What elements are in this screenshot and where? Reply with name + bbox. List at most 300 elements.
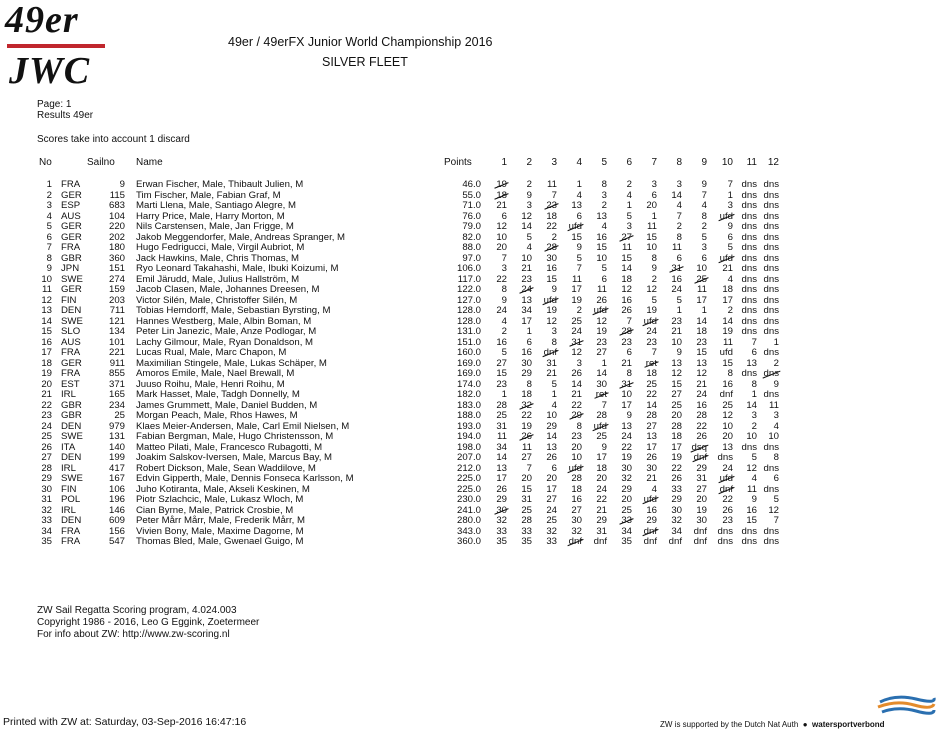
race-score <box>764 537 779 548</box>
score-value: 8 <box>773 452 779 463</box>
score-value: 17 <box>671 441 682 453</box>
score-value: 7 <box>773 515 779 526</box>
row-name: Marti Llena, Male, Santiago Alegre, M <box>136 200 296 211</box>
score-value: 2 <box>576 305 582 316</box>
score-value: 29 <box>596 515 607 526</box>
score-value: 6 <box>773 473 779 484</box>
score-value: 3 <box>501 263 507 274</box>
score-value: 9 <box>501 294 507 306</box>
score-value: 5 <box>651 294 657 306</box>
score-value: 5 <box>701 231 707 243</box>
discarded-score: 33 <box>621 515 632 526</box>
score-value: 4 <box>501 315 507 327</box>
row-sailno: 371 <box>108 378 125 390</box>
score-value: 17 <box>596 452 607 463</box>
score-value: 5 <box>727 242 733 253</box>
score-value: 31 <box>521 494 532 505</box>
score-value: 18 <box>521 389 532 400</box>
score-value: dns <box>741 294 757 306</box>
score-value: 8 <box>727 368 733 379</box>
discarded-score: ufd <box>568 221 582 232</box>
discarded-score: 31 <box>671 263 682 274</box>
row-points: 151.0 <box>456 336 481 348</box>
score-value: 15 <box>621 252 632 264</box>
row-sailno: 151 <box>108 263 125 274</box>
score-value: 20 <box>646 200 657 211</box>
row-points: 183.0 <box>456 399 481 411</box>
score-value: 12 <box>768 504 779 516</box>
score-value: 27 <box>596 347 607 358</box>
row-points: 46.0 <box>462 179 481 190</box>
row-nation: DEN <box>61 420 82 432</box>
score-value: 1 <box>626 200 632 211</box>
score-value: 12 <box>521 210 532 222</box>
row-nation: DEN <box>61 515 82 526</box>
score-value: dns <box>741 263 757 274</box>
score-value: 16 <box>646 504 657 516</box>
score-value: 1 <box>501 389 507 400</box>
score-value: 32 <box>671 515 682 526</box>
score-value: 4 <box>551 399 557 411</box>
score-value: 6 <box>626 347 632 358</box>
row-points: 198.0 <box>456 441 481 453</box>
row-nation: GER <box>61 284 82 295</box>
score-value: 8 <box>601 179 607 190</box>
score-value: 15 <box>596 242 607 253</box>
printed-timestamp: Printed with ZW at: Saturday, 03-Sep-2016 16:47:16 <box>3 716 247 728</box>
row-rank: 10 <box>41 273 52 285</box>
score-value: 30 <box>671 504 682 516</box>
discarded-score: dnf <box>643 525 657 537</box>
score-value: 17 <box>496 473 507 484</box>
score-value: 25 <box>646 378 657 390</box>
score-value: 23 <box>521 273 532 285</box>
score-value: 3 <box>727 200 733 211</box>
score-value: 19 <box>571 294 582 306</box>
score-value: 11 <box>697 284 707 295</box>
score-value: 5 <box>676 294 682 306</box>
score-value: 8 <box>551 336 557 348</box>
logo-49er-text: 49er <box>5 0 79 41</box>
race-score <box>669 537 682 548</box>
row-sailno: 979 <box>108 420 125 432</box>
score-value: 15 <box>546 273 557 285</box>
table-row <box>0 453 950 464</box>
score-value: 20 <box>496 242 507 253</box>
score-value: 14 <box>521 221 532 232</box>
score-value: 10 <box>521 252 532 264</box>
row-sailno: 609 <box>108 515 125 526</box>
row-nation: SLO <box>61 326 81 337</box>
score-value: dns <box>741 441 757 453</box>
score-value: dns <box>763 252 779 264</box>
row-sailno: 202 <box>108 231 125 243</box>
row-rank: 14 <box>41 315 52 327</box>
score-value: 5 <box>551 378 557 390</box>
score-value: 24 <box>646 326 657 337</box>
score-value: 6 <box>576 210 582 222</box>
row-sailno: 855 <box>108 368 125 379</box>
score-value: 30 <box>521 357 532 369</box>
score-value: 5 <box>601 263 607 274</box>
score-value: 21 <box>521 263 532 274</box>
race-score <box>742 537 757 548</box>
row-points: 127.0 <box>456 294 481 306</box>
row-points: 128.0 <box>456 305 481 316</box>
score-value: 17 <box>571 284 582 295</box>
score-value: 2 <box>651 273 657 285</box>
score-value: 18 <box>621 273 632 285</box>
score-value: dns <box>741 305 757 316</box>
table-row <box>0 516 950 527</box>
row-name: Thomas Bled, Male, Gwenael Guigo, M <box>136 536 304 547</box>
score-value: 26 <box>596 294 607 306</box>
score-value: 1 <box>651 210 657 222</box>
score-value: dns <box>741 252 757 264</box>
row-points: 360.0 <box>456 536 481 547</box>
score-value: 31 <box>696 473 707 484</box>
row-sailno: 180 <box>108 242 125 253</box>
score-value: 21 <box>596 504 607 516</box>
score-value: 31 <box>546 357 557 369</box>
header-race-3: 3 <box>551 157 557 168</box>
score-value: 22 <box>521 410 532 421</box>
score-value: dns <box>741 210 757 222</box>
score-value: 1 <box>751 389 757 400</box>
discarded-score: ufd <box>593 305 607 316</box>
row-rank: 22 <box>41 399 52 411</box>
race-score <box>496 180 507 191</box>
score-value: 13 <box>746 357 757 369</box>
score-value: 16 <box>621 294 632 306</box>
score-value: 21 <box>722 263 733 274</box>
row-nation: SWE <box>61 273 83 285</box>
row-points: 160.0 <box>456 347 481 358</box>
row-rank: 18 <box>41 357 52 369</box>
score-value: 2 <box>601 200 607 211</box>
discarded-score: ufd <box>719 252 733 264</box>
score-value: 11 <box>723 336 733 348</box>
score-value: 15 <box>696 347 707 358</box>
page-number: Page: 1 <box>37 99 72 110</box>
score-value: 8 <box>751 378 757 390</box>
score-value: dns <box>741 368 757 379</box>
row-rank: 21 <box>41 389 52 400</box>
row-nation: GBR <box>61 399 82 411</box>
row-rank: 9 <box>46 263 52 274</box>
discarded-score: dnf <box>568 536 582 547</box>
row-points: 225.0 <box>456 483 481 495</box>
row-sailno: 134 <box>108 326 125 337</box>
row-nation: ITA <box>61 441 76 453</box>
score-value: 5 <box>773 494 779 505</box>
row-name: Cian Byrne, Male, Patrick Crosbie, M <box>136 504 294 516</box>
score-value: 1 <box>526 326 532 337</box>
discarded-score: ufd <box>719 473 733 484</box>
score-value: dns <box>741 242 757 253</box>
header-sailno: Sailno <box>87 157 115 168</box>
row-name: James Grummett, Male, Daniel Budden, M <box>136 399 318 411</box>
row-nation: GER <box>61 357 82 369</box>
score-value: 26 <box>696 431 707 442</box>
score-value: 9 <box>751 494 757 505</box>
row-nation: ESP <box>61 200 81 211</box>
discarded-score: 31 <box>571 336 582 348</box>
score-value: 10 <box>746 431 757 442</box>
discarded-score: 32 <box>521 399 532 411</box>
score-value: dnf <box>643 536 657 547</box>
score-value: 18 <box>671 431 682 442</box>
score-value: 25 <box>621 504 632 516</box>
score-value: 9 <box>626 410 632 421</box>
row-rank: 34 <box>41 525 52 537</box>
row-nation: DEN <box>61 452 82 463</box>
row-nation: GBR <box>61 252 82 264</box>
row-name: Harry Price, Male, Harry Morton, M <box>136 210 285 222</box>
score-value: 15 <box>671 378 682 390</box>
row-nation: FRA <box>61 536 81 547</box>
score-value: 27 <box>571 504 582 516</box>
row-nation: GER <box>61 189 82 201</box>
score-value: 14 <box>646 399 657 411</box>
score-value: 18 <box>571 483 582 495</box>
row-points: 174.0 <box>456 378 481 390</box>
discarded-score: 24 <box>521 284 532 295</box>
discarded-score: 29 <box>571 410 582 421</box>
score-value: 11 <box>647 221 657 232</box>
score-value: 26 <box>646 452 657 463</box>
row-sailno: 165 <box>108 389 125 400</box>
score-value: 27 <box>646 420 657 432</box>
row-name: Peter Lin Janezic, Male, Anze Podlogar, M <box>136 326 317 337</box>
score-value: dnf <box>668 536 682 547</box>
row-nation: SWE <box>61 473 83 484</box>
score-value: dns <box>717 452 733 463</box>
score-value: 14 <box>571 378 582 390</box>
score-value: 20 <box>696 494 707 505</box>
score-value: 26 <box>621 305 632 316</box>
discarded-score: 23 <box>546 200 557 211</box>
row-nation: POL <box>61 494 81 505</box>
table-row <box>0 411 950 422</box>
row-sailno: 221 <box>108 347 125 358</box>
row-points: 106.0 <box>456 263 481 274</box>
table-row <box>0 180 950 191</box>
row-sailno: 274 <box>108 273 125 285</box>
score-value: 4 <box>676 200 682 211</box>
score-value: 2 <box>676 221 682 232</box>
row-nation: AUS <box>61 336 81 348</box>
score-value: 20 <box>621 494 632 505</box>
discarded-score: dnf <box>719 483 733 495</box>
score-value: 14 <box>696 315 707 327</box>
score-value: 13 <box>546 441 557 453</box>
score-value: dns <box>763 525 779 537</box>
score-value: 24 <box>696 389 707 400</box>
discarded-score: 19 <box>496 179 507 190</box>
discarded-score: 28 <box>621 326 632 337</box>
score-value: dns <box>763 483 779 495</box>
score-value: 26 <box>722 504 733 516</box>
score-value: 4 <box>576 189 582 201</box>
score-value: 14 <box>722 315 733 327</box>
row-name: Lucas Rual, Male, Marc Chapon, M <box>136 347 287 358</box>
score-value: 13 <box>671 357 682 369</box>
row-nation: JPN <box>61 263 80 274</box>
row-points: 88.0 <box>462 242 481 253</box>
score-value: 16 <box>746 504 757 516</box>
score-value: 20 <box>596 473 607 484</box>
score-value: 3 <box>526 200 532 211</box>
score-value: 7 <box>727 179 733 190</box>
score-value: 12 <box>671 368 682 379</box>
discarded-score: 25 <box>696 273 707 285</box>
score-value: 31 <box>596 525 607 537</box>
score-value: 21 <box>646 473 657 484</box>
score-value: 29 <box>521 368 532 379</box>
score-value: 7 <box>501 252 507 264</box>
score-value: 23 <box>571 431 582 442</box>
row-rank: 3 <box>46 200 52 211</box>
score-value: dns <box>741 536 757 547</box>
score-value: 25 <box>596 431 607 442</box>
row-name: Jack Hawkins, Male, Chris Thomas, M <box>136 252 299 264</box>
row-points: 82.0 <box>462 231 481 243</box>
score-value: dns <box>763 242 779 253</box>
results-table-body <box>0 180 950 548</box>
score-value: 17 <box>521 315 532 327</box>
score-value: 5 <box>501 347 507 358</box>
score-value: 3 <box>676 179 682 190</box>
score-value: 13 <box>621 420 632 432</box>
table-row <box>0 369 950 380</box>
score-value: 14 <box>671 189 682 201</box>
row-nation: IRL <box>61 389 76 400</box>
race-score <box>596 411 607 422</box>
row-name: Emil Järudd, Male, Julius Hallström, M <box>136 273 300 285</box>
score-value: 34 <box>521 305 532 316</box>
score-value: 29 <box>496 494 507 505</box>
score-value: 14 <box>546 431 557 442</box>
discarded-score: dns <box>763 368 779 379</box>
header-race-10: 10 <box>721 157 733 168</box>
score-value: 1 <box>773 336 779 348</box>
score-value: dns <box>741 189 757 201</box>
row-nation: AUS <box>61 210 81 222</box>
score-value: 19 <box>696 504 707 516</box>
logo-jwc-text: JWC <box>9 50 91 92</box>
score-value: 7 <box>601 399 607 411</box>
row-name: Amoros Emile, Male, Nael Brewall, M <box>136 368 295 379</box>
race-score <box>546 537 557 548</box>
row-rank: 23 <box>41 410 52 421</box>
score-value: 22 <box>571 399 582 411</box>
table-row <box>0 285 950 296</box>
score-value: 12 <box>596 315 607 327</box>
score-value: 10 <box>646 242 657 253</box>
row-nation: IRL <box>61 504 76 516</box>
row-rank: 12 <box>41 294 52 306</box>
row-rank: 27 <box>41 452 52 463</box>
score-value: 26 <box>671 473 682 484</box>
score-value: 28 <box>696 410 707 421</box>
row-rank: 8 <box>46 252 52 264</box>
row-points: 128.0 <box>456 315 481 327</box>
score-value: 35 <box>496 536 507 547</box>
row-points: 55.0 <box>462 189 481 201</box>
header-race-5: 5 <box>601 157 607 168</box>
score-value: 7 <box>751 336 757 348</box>
race-score <box>521 537 532 548</box>
row-sailno: 101 <box>108 336 125 348</box>
score-value: 15 <box>746 515 757 526</box>
race-score <box>728 201 733 212</box>
score-value: 11 <box>547 179 557 190</box>
score-value: 3 <box>651 179 657 190</box>
discarded-score: 31 <box>621 378 632 390</box>
score-value: 15 <box>722 357 733 369</box>
score-value: dns <box>763 536 779 547</box>
score-value: 3 <box>576 357 582 369</box>
score-value: 15 <box>646 231 657 243</box>
score-value: 16 <box>596 231 607 243</box>
score-value: 7 <box>701 189 707 201</box>
score-value: 22 <box>621 441 632 453</box>
score-value: 9 <box>701 179 707 190</box>
row-sailno: 711 <box>109 305 125 316</box>
row-name: Ryo Leonard Takahashi, Male, Ibuki Koizumi, M <box>136 263 339 274</box>
score-value: 9 <box>727 221 733 232</box>
race-score <box>569 537 582 548</box>
score-value: 4 <box>727 273 733 285</box>
score-value: 16 <box>546 263 557 274</box>
score-value: 11 <box>769 399 779 411</box>
footer-copyright: Copyright 1986 - 2016, Leo G Eggink, Zoetermeer <box>37 617 260 628</box>
row-name: Tobias Hemdorff, Male, Sebastian Byrsting, M <box>136 305 331 316</box>
row-points: 188.0 <box>456 410 481 421</box>
results-class: Results 49er <box>37 110 94 121</box>
score-value: 13 <box>571 200 582 211</box>
score-value: 21 <box>571 389 582 400</box>
row-sailno: 140 <box>108 441 125 453</box>
watersportverbond-logo-icon <box>876 694 936 716</box>
score-value: 21 <box>496 200 507 211</box>
score-value: 21 <box>621 357 632 369</box>
row-nation: FRA <box>61 179 81 190</box>
score-value: 15 <box>571 231 582 243</box>
table-row <box>0 201 950 212</box>
row-rank: 20 <box>41 378 52 390</box>
score-value: dnf <box>719 389 733 400</box>
discarded-score: ufd <box>543 294 557 306</box>
race-score <box>646 516 657 527</box>
row-name: Erwan Fischer, Male, Thibault Julien, M <box>136 179 304 190</box>
score-value: 5 <box>576 252 582 264</box>
score-value: 23 <box>496 378 507 390</box>
score-value: 2 <box>751 420 757 432</box>
row-sailno: 159 <box>108 284 125 295</box>
discarded-score: 26 <box>521 431 532 442</box>
row-rank: 7 <box>46 242 52 253</box>
score-value: 23 <box>722 515 733 526</box>
row-points: 207.0 <box>456 452 481 463</box>
score-value: 25 <box>671 399 682 411</box>
row-sailno: 104 <box>108 210 125 222</box>
score-value: 19 <box>521 420 532 432</box>
row-nation: FRA <box>61 347 81 358</box>
race-score <box>718 537 733 548</box>
score-value: 23 <box>596 336 607 348</box>
